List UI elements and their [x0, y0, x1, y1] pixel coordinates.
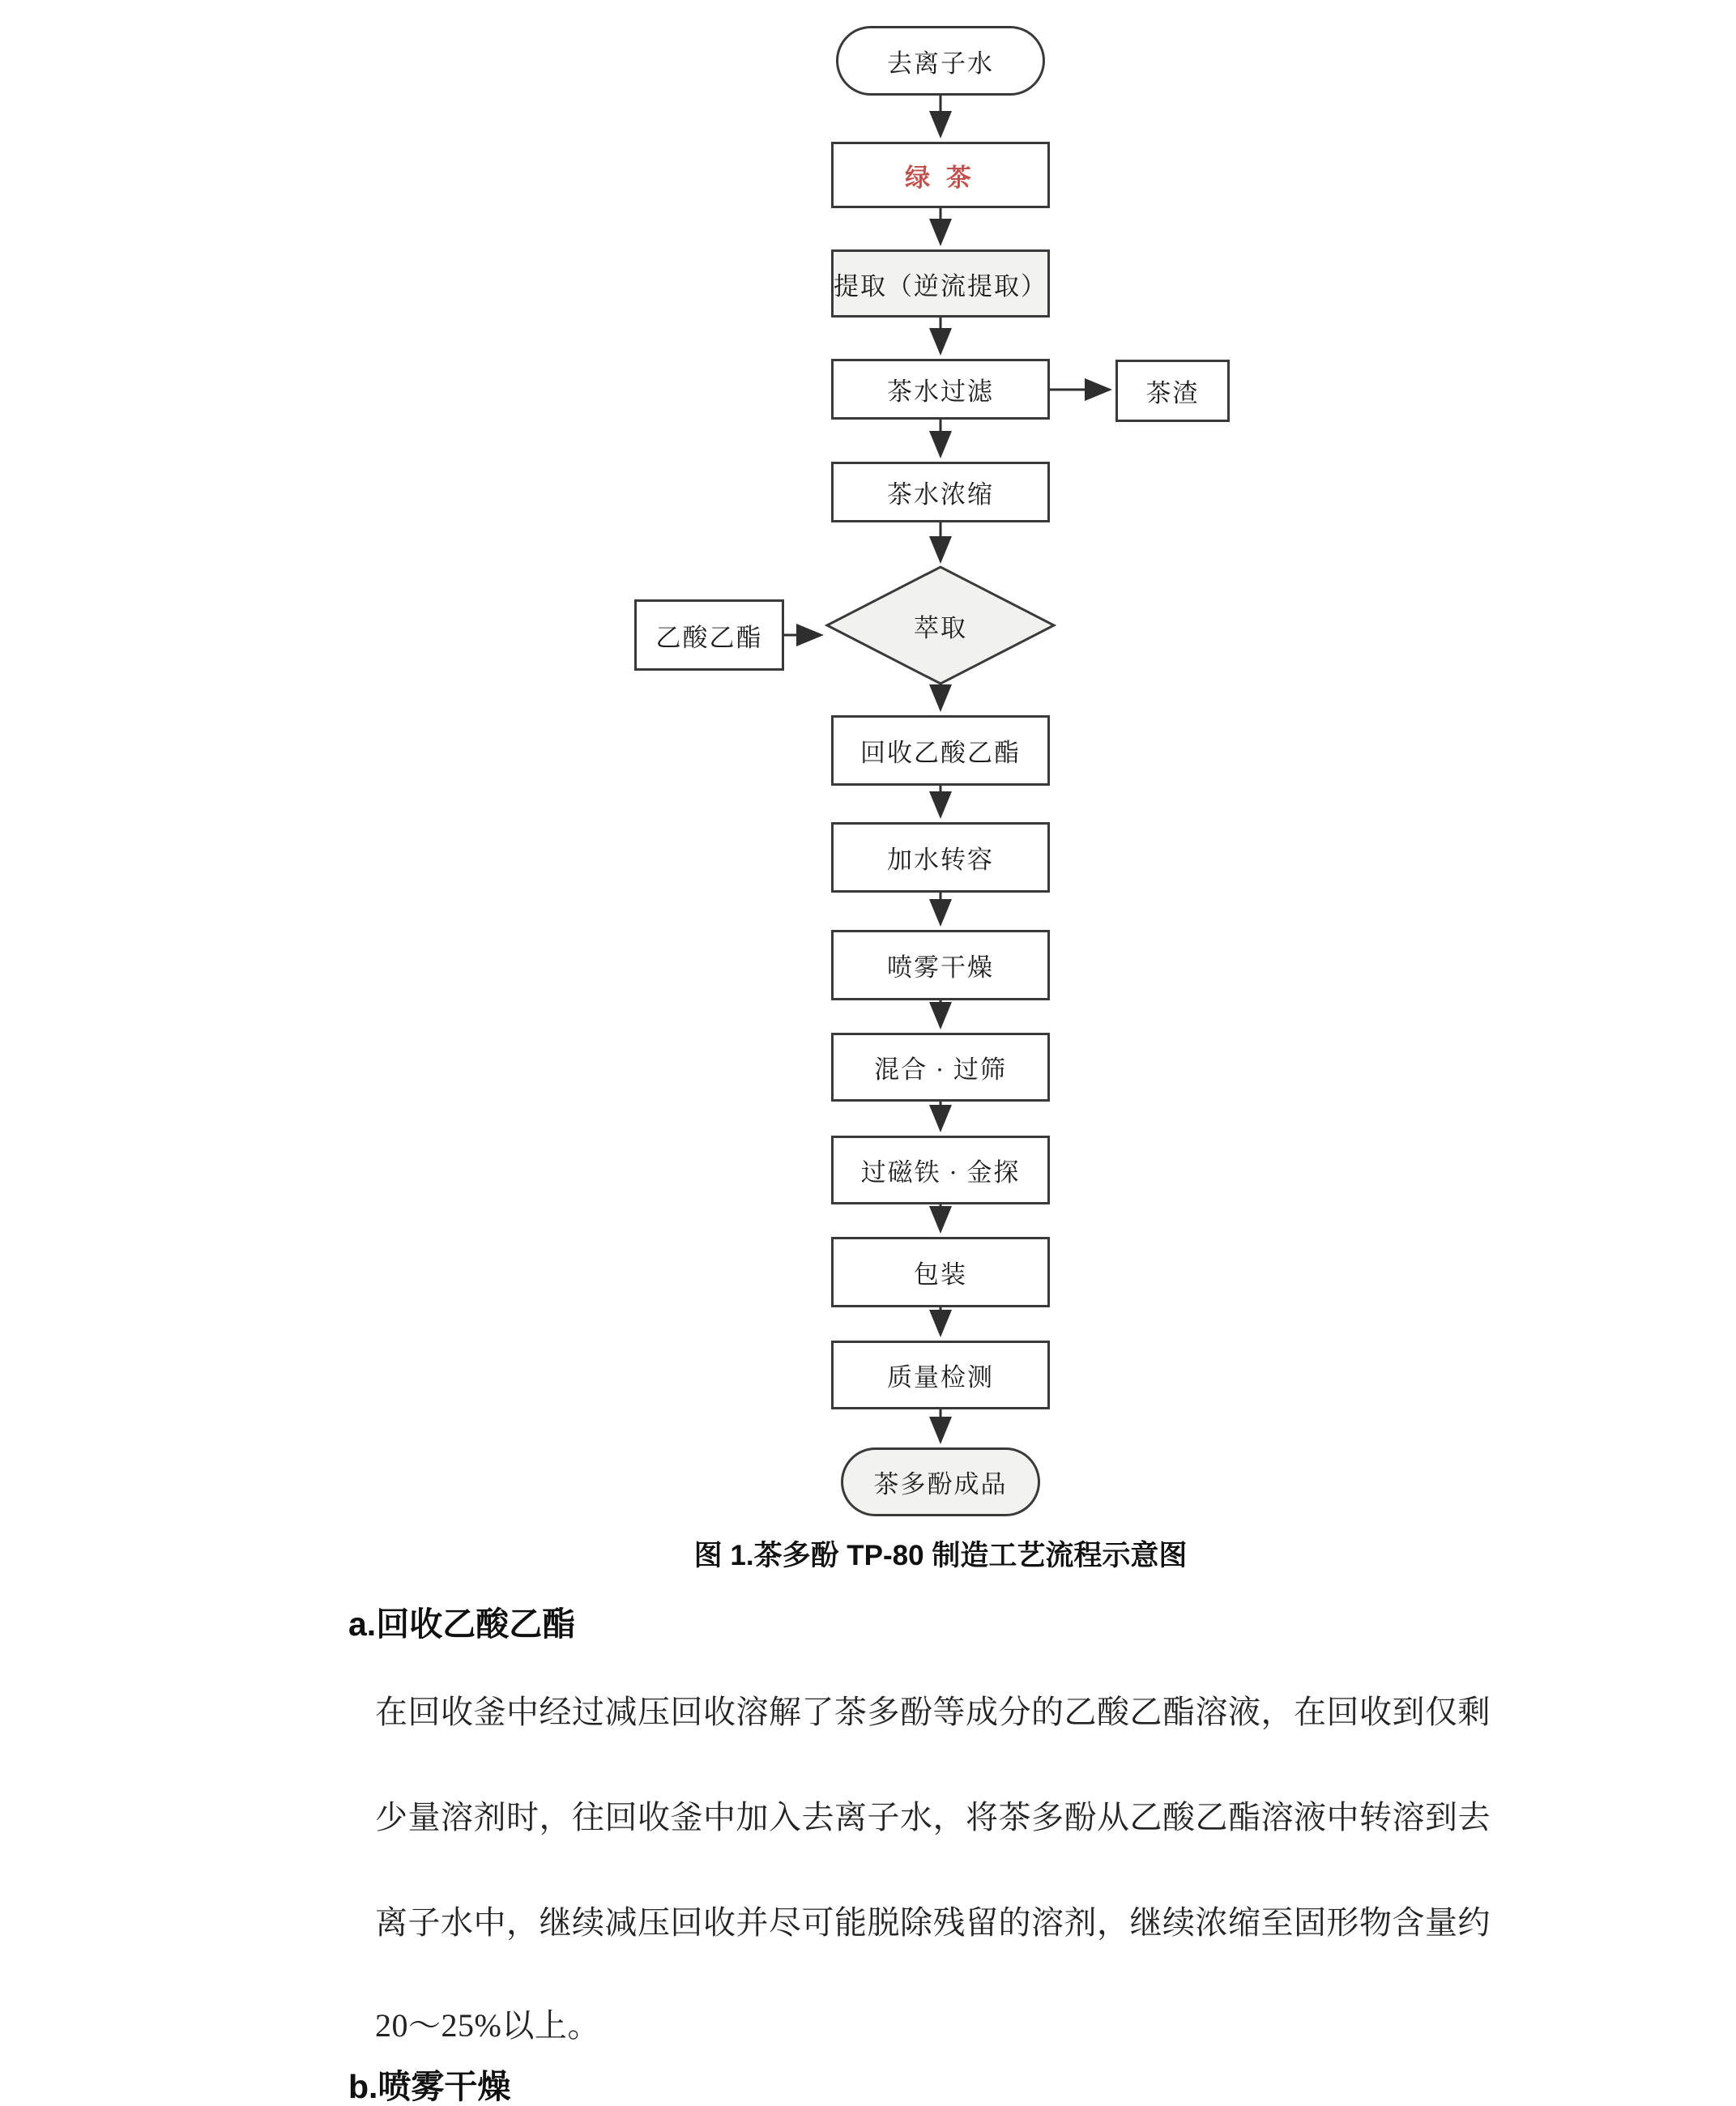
flow-node-label: 茶多酚成品: [873, 1470, 1008, 1498]
flow-node-label: 绿 茶: [905, 163, 976, 192]
flow-node-quality-inspection: [831, 1341, 1050, 1409]
flow-node-label: 提取（逆流提取）: [834, 271, 1047, 301]
flow-node-tea-concentration: [831, 462, 1050, 522]
flow-node-label: 包装: [914, 1260, 967, 1289]
figure-caption: 图 1.茶多酚 TP-80 制造工艺流程示意图: [693, 1540, 1188, 1571]
flow-node-packaging: [831, 1237, 1050, 1307]
flow-node-recover-ethyl-acetate: [831, 715, 1050, 786]
flow-node-label: 乙酸乙酯: [655, 623, 763, 652]
flow-node-label: 茶水过滤: [887, 377, 994, 406]
flow-node-magnet-metal-detect: [831, 1136, 1050, 1204]
flow-node-label: 质量检测: [887, 1363, 994, 1392]
flow-node-green-tea: [831, 142, 1050, 208]
flow-node-tea-residue: [1115, 360, 1230, 422]
flow-node-label: 加水转容: [887, 846, 994, 874]
paragraph-line: 在回收釜中经过减压回收溶解了茶多酚等成分的乙酸乙酯溶液，在回收到仅剩: [375, 1694, 1491, 1730]
paragraph-line: 离子水中，继续减压回收并尽可能脱除残留的溶剂，继续浓缩至固形物含量约: [375, 1904, 1491, 1941]
flow-node-ethyl-acetate: [634, 599, 784, 671]
flow-node-label: 去离子水: [887, 49, 994, 78]
flow-node-tea-filtration: [831, 359, 1050, 420]
section-a-heading: a.回收乙酸乙酯: [348, 1605, 576, 1643]
flow-node-extraction: [831, 249, 1050, 318]
flow-node-label: 茶水浓缩: [887, 480, 994, 509]
flow-node-final-product: [841, 1447, 1040, 1516]
flow-node-label: 过磁铁 · 金探: [860, 1158, 1021, 1187]
flow-node-label: 茶渣: [1145, 379, 1200, 407]
flow-node-deionized-water: [836, 26, 1045, 96]
flow-node-spray-drying: [831, 930, 1050, 1000]
flow-node-label: 回收乙酸乙酯: [860, 739, 1021, 767]
flow-node-mix-sieve: [831, 1033, 1050, 1102]
paragraph-line: 少量溶剂时，往回收釜中加入去离子水，将茶多酚从乙酸乙酯溶液中转溶到去: [375, 1799, 1491, 1835]
flow-node-solvent-extraction: [827, 567, 1054, 684]
flow-node-label: 萃取: [914, 613, 967, 642]
flow-node-add-water-transfer: [831, 822, 1050, 893]
section-b-heading: b.喷雾干燥: [348, 2068, 511, 2105]
flow-node-label: 混合 · 过筛: [874, 1055, 1007, 1084]
paragraph-line: 20～25%以上。: [375, 2007, 600, 2044]
flow-node-label: 喷雾干燥: [887, 953, 994, 982]
